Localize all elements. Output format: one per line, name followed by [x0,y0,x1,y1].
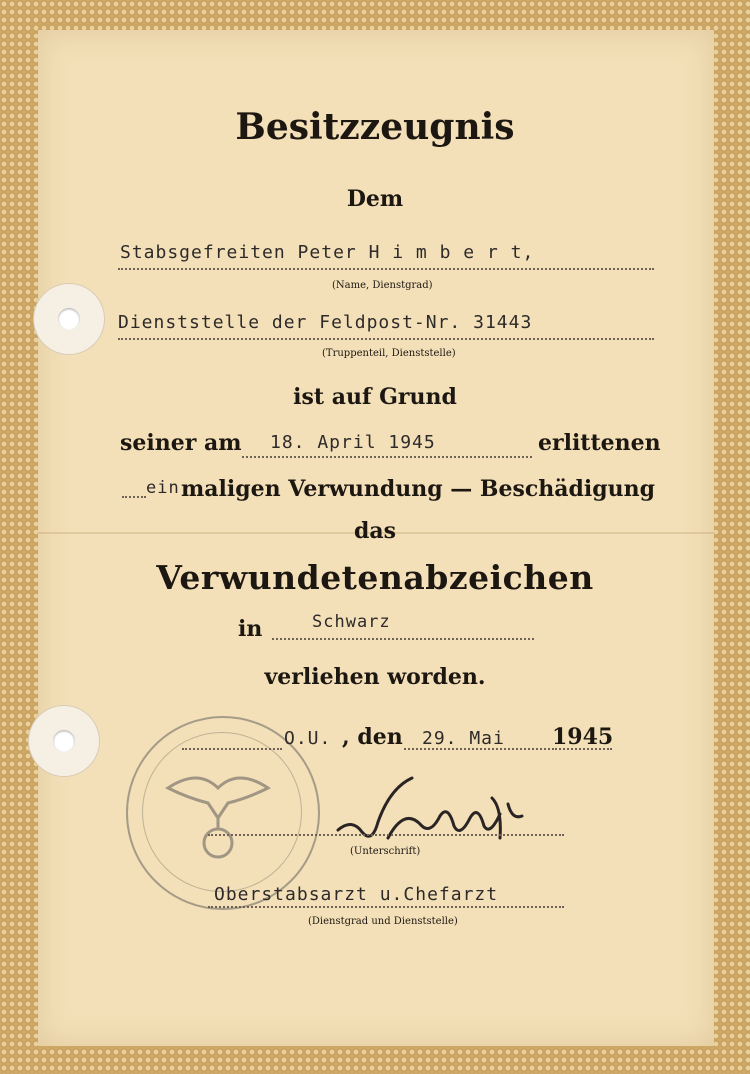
document-title: Besitzzeugnis [235,106,515,148]
unit-caption: (Truppenteil, Dienststelle) [322,348,456,359]
eagle-stamp-icon [158,748,278,868]
name-caption: (Name, Dienstgrad) [332,280,433,291]
das-text: das [353,518,397,544]
place-value: O.U. [284,728,332,749]
date-dotted-line [242,456,532,458]
wound-dotted-line [122,496,146,498]
issue-date-dotted-line [404,748,550,750]
den-text: , den [342,724,403,750]
grade-value: Schwarz [312,612,391,632]
dem-text: Dem [346,186,404,212]
reason-text: ist auf Grund [293,384,457,410]
grade-dotted-line [272,638,534,640]
issue-year-value: 1945 [552,724,614,750]
date-prefix: seiner am [120,430,242,456]
wound-count-value: ein [146,478,180,498]
award-name: Verwundetenabzeichen [156,558,594,597]
punch-hole-upper [34,284,104,354]
signer-dotted-line [208,906,564,908]
unit-value: Dienststelle der Feldpost-Nr. 31443 [118,312,533,333]
grade-prefix: in [238,616,263,642]
wound-date-value: 18. April 1945 [270,432,436,453]
punch-hole-lower [29,706,99,776]
signature-dotted-line [208,834,564,836]
year-dotted-line [552,748,612,750]
wound-text: maligen Verwundung — Beschädigung [181,476,656,502]
date-suffix: erlittenen [538,430,661,456]
unit-dotted-line [118,338,654,340]
signer-rank-value: Oberstabsarzt u.Chefarzt [214,884,499,905]
signature-image [332,768,532,858]
signature-caption: (Unterschrift) [350,846,421,857]
place-leading-dots [182,748,282,750]
issue-date-value: 29. Mai [422,728,505,749]
name-dotted-line [118,268,654,270]
name-rank-value: Stabsgefreiten Peter H i m b e r t, [120,242,535,263]
signer-caption: (Dienstgrad und Dienststelle) [308,916,458,927]
conferred-text: verliehen worden. [264,664,486,690]
